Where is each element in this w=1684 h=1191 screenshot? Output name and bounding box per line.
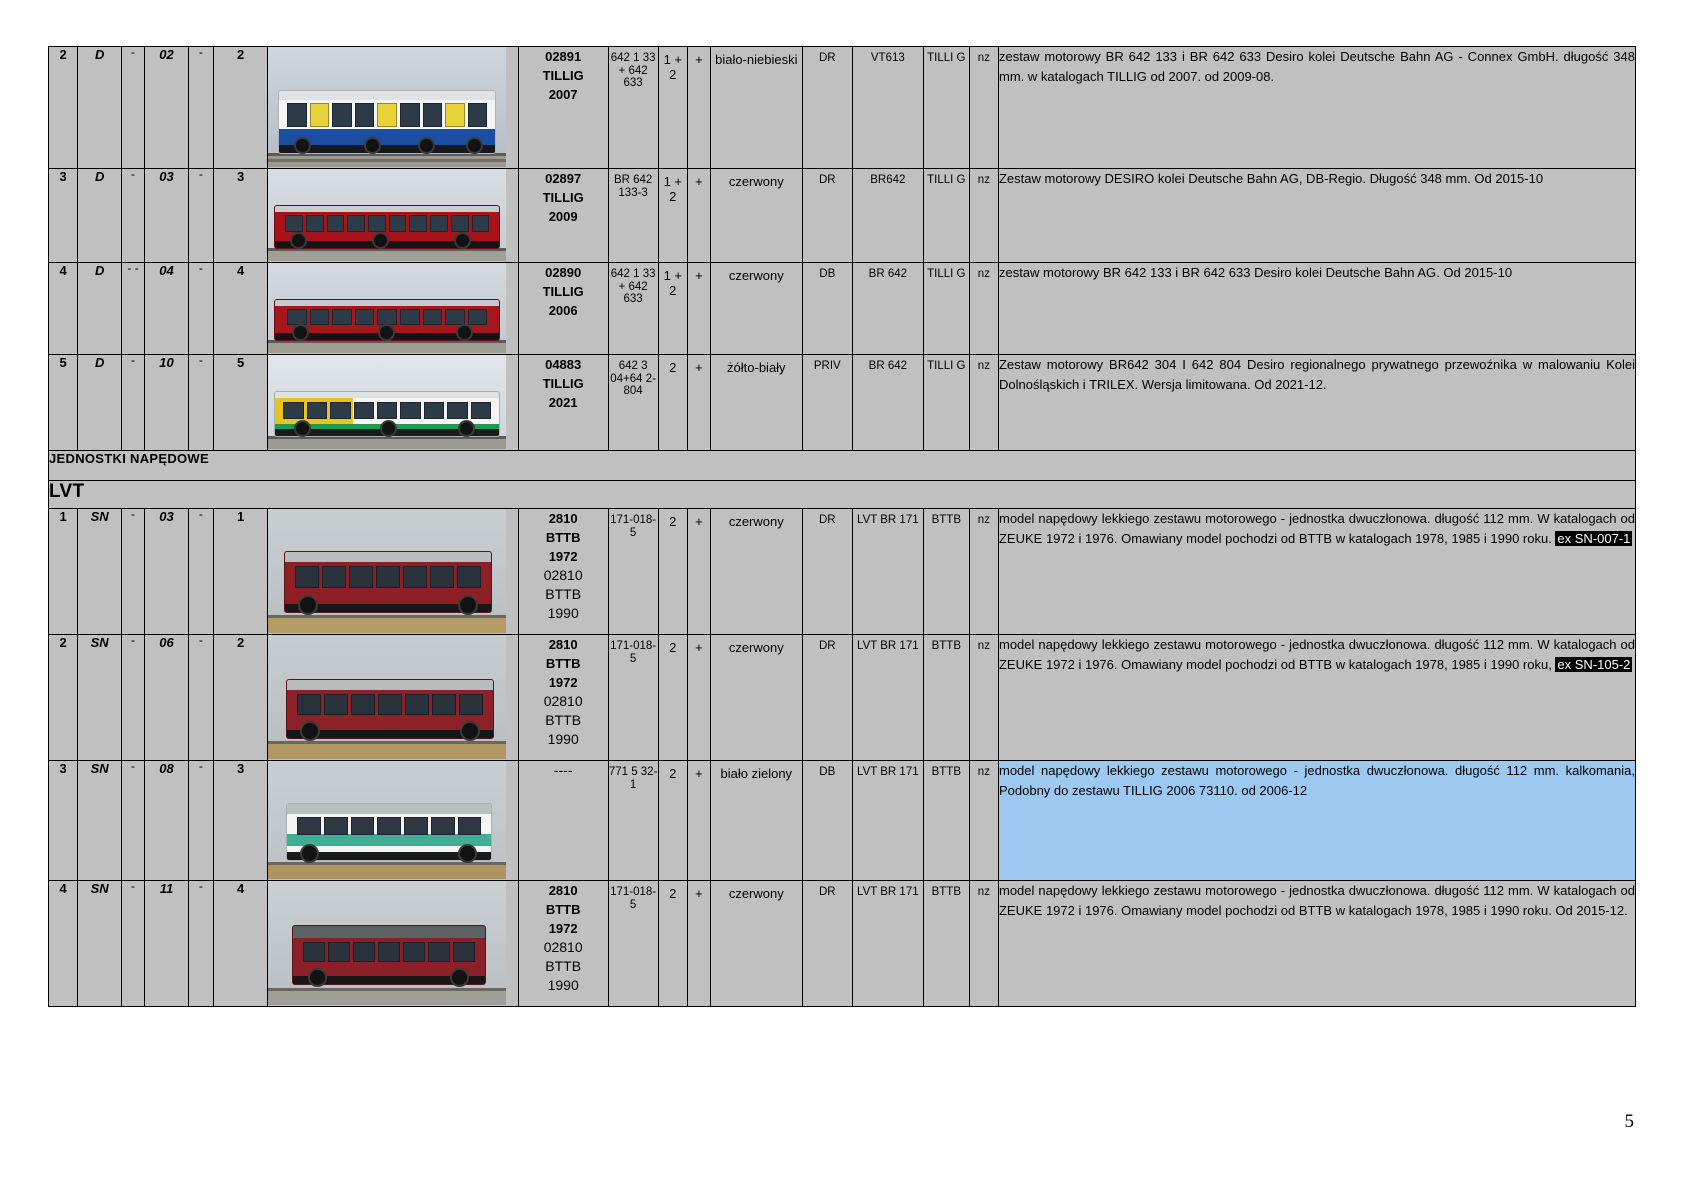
cell-drive: + <box>687 169 710 263</box>
page-number: 5 <box>1624 1111 1634 1132</box>
cell-car-count: 2 <box>658 509 687 635</box>
catalog-alt-brand: BTTB <box>545 712 582 728</box>
catalog-year: 2021 <box>548 395 578 410</box>
cell-series: D <box>78 355 122 451</box>
cell-dash1: - <box>122 761 145 881</box>
cell-car-count: 1 + 2 <box>658 169 687 263</box>
catalog-number: 02891 <box>545 49 582 64</box>
cell-dash2: - <box>188 881 213 1007</box>
description-highlight: ex SN-007-1 <box>1557 530 1631 546</box>
cell-photo <box>268 47 519 169</box>
cell-maker: TILLI G <box>923 355 969 451</box>
cell-dash2: - <box>188 355 213 451</box>
cell-car-count: 2 <box>658 355 687 451</box>
cell-car-count: 2 <box>658 881 687 1007</box>
cell-number: 03 <box>145 169 189 263</box>
table-row <box>49 761 1636 881</box>
cell-type: BR 642 <box>852 263 923 355</box>
cell-index: 5 <box>213 355 267 451</box>
cell-owner: DB <box>802 761 852 881</box>
cell-dash2: - <box>188 509 213 635</box>
cell-drive: + <box>687 355 710 451</box>
cell-description: Zestaw motorowy BR642 304 I 642 804 Desiro regionalnego prywatnego przewoźnika w malowaniu Kolei Dolnośląskich i TRILEX. Wersja limitowana. Od 2021-12. <box>998 355 1635 451</box>
model-photo-tillig-desiro-red-1 <box>268 169 506 261</box>
cell-dash1: - <box>122 169 145 263</box>
cell-index: 2 <box>213 47 267 169</box>
cell-color: żółto-biały <box>710 355 802 451</box>
catalog-brand: TILLIG <box>542 284 584 299</box>
catalog-number: 02890 <box>545 265 582 280</box>
cell-color: czerwony <box>710 509 802 635</box>
cell-dash1: - <box>122 47 145 169</box>
cell-owner: PRIV <box>802 355 852 451</box>
cell-maker: TILLI G <box>923 47 969 169</box>
cell-maker: BTTB <box>923 635 969 761</box>
cell-series: D <box>78 47 122 169</box>
cell-index: 3 <box>213 761 267 881</box>
model-photo-lvt-red-1 <box>268 509 506 633</box>
cell-no: 4 <box>49 881 78 1007</box>
cell-owner: DR <box>802 635 852 761</box>
model-photo-tillig-desiro-blue-white <box>268 47 506 167</box>
cell-dash2: - <box>188 761 213 881</box>
cell-no: 3 <box>49 169 78 263</box>
cell-type: BR642 <box>852 169 923 263</box>
cell-photo <box>268 169 519 263</box>
catalog-year: 2007 <box>548 87 578 102</box>
cell-catalog <box>518 761 608 881</box>
catalog-number: 2810 <box>548 637 578 652</box>
description-text: model napędowy lekkiego zestawu motorowego - jednostka dwuczłonowa. długość 112 mm. W katalogach od ZEUKE 1972 i 1976. Omawiany model pochodzi od BTTB w katalogach 1978, 1985 i 1990 roku, <box>998 637 1635 672</box>
cell-dash2: - <box>188 47 213 169</box>
cell-road-number: 771 5 32-1 <box>608 761 658 881</box>
table-row <box>49 263 1636 355</box>
cell-photo <box>268 881 519 1007</box>
cell-photo <box>268 761 519 881</box>
cell-type: LVT BR 171 <box>852 509 923 635</box>
cell-dash1: - <box>122 509 145 635</box>
description-text: model napędowy lekkiego zestawu motorowego - jednostka dwuczłonowa. długość 112 mm. W katalogach od ZEUKE 1972 i 1976. Omawiany model pochodzi od BTTB w katalogach 1978, 1985 i 1990 roku. <box>998 511 1635 546</box>
description-highlight: ex SN-105-2 <box>1557 656 1631 672</box>
cell-catalog <box>518 47 608 169</box>
cell-number: 10 <box>145 355 189 451</box>
cell-no: 1 <box>49 509 78 635</box>
cell-owner: DR <box>802 509 852 635</box>
model-photo-tillig-desiro-yellow-white <box>268 355 506 449</box>
cell-dash1: - <box>122 635 145 761</box>
cell-nz: nz <box>969 263 998 355</box>
cell-drive: + <box>687 761 710 881</box>
catalog-number: 2810 <box>548 883 578 898</box>
cell-road-number: 171-018-5 <box>608 509 658 635</box>
cell-number: 06 <box>145 635 189 761</box>
catalog-alt-number: 02810 <box>543 567 583 583</box>
cell-type: LVT BR 171 <box>852 881 923 1007</box>
cell-type: LVT BR 171 <box>852 635 923 761</box>
section-title-jednostki-napedowe: JEDNOSTKI NAPĘDOWE <box>49 451 1636 481</box>
catalog-alt-year: 1990 <box>547 731 579 747</box>
cell-dash1: - <box>122 355 145 451</box>
cell-maker: BTTB <box>923 761 969 881</box>
cell-color: biało-niebieski <box>710 47 802 169</box>
cell-no: 3 <box>49 761 78 881</box>
cell-type: BR 642 <box>852 355 923 451</box>
cell-owner: DR <box>802 169 852 263</box>
cell-dash2: - <box>188 263 213 355</box>
catalog-alt-year: 1990 <box>547 977 579 993</box>
cell-nz: nz <box>969 635 998 761</box>
cell-description <box>998 635 1635 761</box>
cell-description <box>998 509 1635 635</box>
cell-nz: nz <box>969 169 998 263</box>
catalog-brand: TILLIG <box>542 190 584 205</box>
cell-index: 1 <box>213 509 267 635</box>
cell-catalog <box>518 881 608 1007</box>
section-subheader-row <box>49 481 1636 509</box>
cell-description: Zestaw motorowy DESIRO kolei Deutsche Bahn AG, DB-Regio. Długość 348 mm. Od 2015-10 <box>998 169 1635 263</box>
cell-no: 2 <box>49 635 78 761</box>
cell-nz: nz <box>969 355 998 451</box>
table-row <box>49 881 1636 1007</box>
cell-color: biało zielony <box>710 761 802 881</box>
catalog-year: 2009 <box>548 209 578 224</box>
cell-number: 08 <box>145 761 189 881</box>
cell-drive: + <box>687 881 710 1007</box>
catalog-year: 1972 <box>548 675 578 690</box>
catalog-alt-brand: BTTB <box>545 958 582 974</box>
cell-index: 4 <box>213 881 267 1007</box>
catalog-alt-brand: BTTB <box>545 586 582 602</box>
catalog-brand: BTTB <box>545 902 581 917</box>
catalog-year: 1972 <box>548 921 578 936</box>
table-row <box>49 509 1636 635</box>
cell-number: 11 <box>145 881 189 1007</box>
cell-description: model napędowy lekkiego zestawu motorowego - jednostka dwuczłonowa. długość 112 mm. W katalogach od ZEUKE 1972 i 1976. Omawiany model pochodzi od BTTB w katalogach 1978, 1985 i 1990 roku. Od 2015-12. <box>998 881 1635 1007</box>
cell-type: VT613 <box>852 47 923 169</box>
model-photo-tillig-desiro-red-2 <box>268 263 506 353</box>
cell-number: 03 <box>145 509 189 635</box>
section-title-lvt: LVT <box>49 481 1636 509</box>
table-row <box>49 635 1636 761</box>
cell-drive: + <box>687 47 710 169</box>
cell-catalog <box>518 635 608 761</box>
cell-color: czerwony <box>710 263 802 355</box>
cell-nz: nz <box>969 509 998 635</box>
cell-series: D <box>78 263 122 355</box>
cell-series: SN <box>78 761 122 881</box>
section-header-row <box>49 451 1636 481</box>
table-row <box>49 169 1636 263</box>
cell-photo <box>268 635 519 761</box>
cell-nz: nz <box>969 761 998 881</box>
cell-dash2: - <box>188 635 213 761</box>
catalog-number: 2810 <box>548 511 578 526</box>
cell-index: 4 <box>213 263 267 355</box>
cell-nz: nz <box>969 47 998 169</box>
cell-owner: DR <box>802 47 852 169</box>
cell-maker: BTTB <box>923 881 969 1007</box>
cell-photo <box>268 355 519 451</box>
catalog-number: 04883 <box>545 357 582 372</box>
cell-description: zestaw motorowy BR 642 133 i BR 642 633 Desiro kolei Deutsche Bahn AG - Connex GmbH. długość 348 mm. w katalogach TILLIG od 2007. od 2009-08. <box>998 47 1635 169</box>
catalog-year: 2006 <box>548 303 578 318</box>
cell-index: 3 <box>213 169 267 263</box>
cell-index: 2 <box>213 635 267 761</box>
cell-car-count: 1 + 2 <box>658 263 687 355</box>
cell-series: SN <box>78 635 122 761</box>
cell-color: czerwony <box>710 635 802 761</box>
cell-color: czerwony <box>710 169 802 263</box>
cell-car-count: 2 <box>658 761 687 881</box>
catalog-number: 02897 <box>545 171 582 186</box>
cell-number: 02 <box>145 47 189 169</box>
cell-catalog <box>518 263 608 355</box>
cell-drive: + <box>687 509 710 635</box>
cell-type: LVT BR 171 <box>852 761 923 881</box>
cell-series: D <box>78 169 122 263</box>
table-row <box>49 47 1636 169</box>
catalog-brand: BTTB <box>545 530 581 545</box>
cell-series: SN <box>78 881 122 1007</box>
cell-owner: DR <box>802 881 852 1007</box>
cell-maker: BTTB <box>923 509 969 635</box>
cell-car-count: 2 <box>658 635 687 761</box>
model-photo-lvt-green-white <box>268 761 506 879</box>
cell-photo <box>268 509 519 635</box>
cell-dash1: - <box>122 881 145 1007</box>
cell-number: 04 <box>145 263 189 355</box>
model-photo-lvt-red-3 <box>268 881 506 1005</box>
catalog-year: 1972 <box>548 549 578 564</box>
cell-road-number: 642 1 33 + 642 633 <box>608 47 658 169</box>
catalog-alt-number: 02810 <box>543 939 583 955</box>
cell-color: czerwony <box>710 881 802 1007</box>
cell-nz: nz <box>969 881 998 1007</box>
cell-catalog <box>518 355 608 451</box>
cell-description: model napędowy lekkiego zestawu motorowego - jednostka dwuczłonowa. długość 112 mm. kalkomania, Podobny do zestawu TILLIG 2006 73110. od 2006-12 <box>998 761 1635 881</box>
catalog-brand: TILLIG <box>542 376 584 391</box>
cell-photo <box>268 263 519 355</box>
model-photo-lvt-red-2 <box>268 635 506 759</box>
cell-maker: TILLI G <box>923 169 969 263</box>
cell-maker: TILLI G <box>923 263 969 355</box>
cell-drive: + <box>687 263 710 355</box>
cell-catalog <box>518 509 608 635</box>
cell-series: SN <box>78 509 122 635</box>
catalog-alt-number: 02810 <box>543 693 583 709</box>
cell-description: zestaw motorowy BR 642 133 i BR 642 633 Desiro kolei Deutsche Bahn AG. Od 2015-10 <box>998 263 1635 355</box>
catalog-brand: BTTB <box>545 656 581 671</box>
cell-owner: DB <box>802 263 852 355</box>
cell-dash2: - <box>188 169 213 263</box>
rolling-stock-table <box>48 46 1636 1007</box>
cell-dash1: - - <box>122 263 145 355</box>
cell-car-count: 1 + 2 <box>658 47 687 169</box>
cell-road-number: 642 3 04+64 2-804 <box>608 355 658 451</box>
table-row <box>49 355 1636 451</box>
catalog-alt-year: 1990 <box>547 605 579 621</box>
cell-no: 4 <box>49 263 78 355</box>
catalog-number: ---- <box>553 762 573 778</box>
cell-road-number: 171-018-5 <box>608 635 658 761</box>
cell-no: 5 <box>49 355 78 451</box>
cell-road-number: 642 1 33 + 642 633 <box>608 263 658 355</box>
cell-no: 2 <box>49 47 78 169</box>
cell-drive: + <box>687 635 710 761</box>
catalog-brand: TILLIG <box>542 68 584 83</box>
cell-road-number: BR 642 133-3 <box>608 169 658 263</box>
cell-road-number: 171-018-5 <box>608 881 658 1007</box>
cell-catalog <box>518 169 608 263</box>
